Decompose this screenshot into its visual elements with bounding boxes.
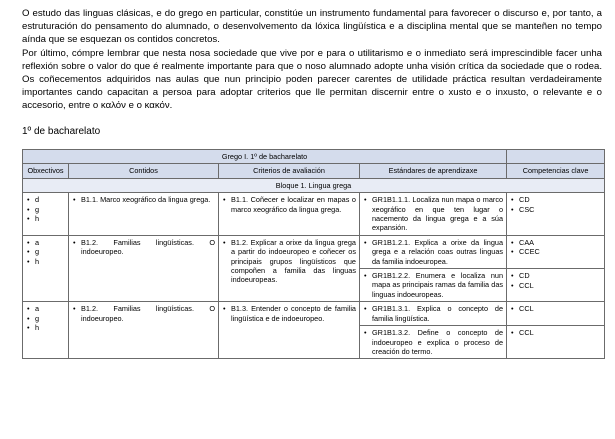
standard-item: • GR1B1.3.2. Define o concepto de indoeuropeo e explica o proceso de creación do termo. xyxy=(372,328,503,356)
header-criteria: Criterios de avaliación xyxy=(219,164,360,178)
competence-cell xyxy=(507,235,605,268)
criterion-item: • B1.2. Explicar a orixe da lingua grega a partir do indoeuropeo e coñecer os principais grupos lingüísticos que compoñen a familia das linguas indoeuropeas. xyxy=(231,238,356,285)
course-heading: 1º de bacharelato xyxy=(22,126,101,137)
content-item: • B1.2. Familias lingüísticas. O indoeuropeo. xyxy=(81,238,215,257)
standard-item: • GR1B1.2.1. Explica a orixe da lingua grega e a relación coas outras linguas da familia indoeuropea. xyxy=(372,238,503,266)
objective-item: • h xyxy=(35,214,65,224)
intro-paragraph-2: Por último, cómpre lembrar que nesta nosa sociedade que vive por e para o utilitarismo e o inmediato será imprescindible facer unha reflexión sobre o valor do que é realmente importante para que o noso alumnado adopte unha visión crítica da sociedade que o rodea. Os coñecementos adquiridos nas aulas que nun principio poden parecer carentes de utilidade práctica resultan verdadeiramente importantes cando capacitan a persoa para adoptar criterios que lle permitan discernir entre o xusto e o inxusto, o relevante e o accesorio, entre o καλόν e o κακόν. xyxy=(22,47,602,112)
standard-item: • GR1B1.2.2. Enumera e localiza nun mapa as principais ramas da familia das linguas indoeuropeas. xyxy=(372,271,503,299)
block-heading: Bloque 1. Lingua grega xyxy=(23,178,605,192)
competence-item: • CSC xyxy=(519,205,601,215)
content-item: • B1.1. Marco xeográfico da lingua grega. xyxy=(81,195,215,204)
objective-item: • h xyxy=(35,257,65,267)
standard-item: • GR1B1.3.1. Explica o concepto de familia lingüística. xyxy=(372,304,503,323)
criterion-cell xyxy=(219,193,360,236)
objective-item: • d xyxy=(35,195,65,205)
standard-cell xyxy=(360,235,507,268)
content-item: • B1.2. Familias lingüísticas. O indoeuropeo. xyxy=(81,304,215,323)
content-cell xyxy=(69,235,219,301)
content-cell xyxy=(69,302,219,359)
competence-cell xyxy=(507,302,605,326)
competence-item: • CCL xyxy=(519,304,601,314)
standard-cell xyxy=(360,269,507,302)
competence-item: • CD xyxy=(519,195,601,205)
standard-item: • GR1B1.1.1. Localiza nun mapa o marco xeográfico en que ten lugar o nacemento da lingua grega e a súa expansión. xyxy=(372,195,503,233)
objectives-cell xyxy=(23,193,69,236)
objective-item: • h xyxy=(35,323,65,333)
header-standards: Estándares de aprendizaxe xyxy=(360,164,507,178)
competence-cell xyxy=(507,326,605,359)
table-row xyxy=(23,302,605,326)
objective-item: • g xyxy=(35,314,65,324)
content-cell xyxy=(69,193,219,236)
competence-cell xyxy=(507,269,605,302)
header-competences: Competencias clave xyxy=(507,164,605,178)
objectives-cell xyxy=(23,235,69,301)
objective-item: • g xyxy=(35,247,65,257)
criterion-cell xyxy=(219,302,360,359)
competence-item: • CAA xyxy=(519,238,601,248)
header-contents: Contidos xyxy=(69,164,219,178)
header-objectives: Obxectivos xyxy=(23,164,69,178)
objective-item: • g xyxy=(35,205,65,215)
standard-cell xyxy=(360,326,507,359)
table-title: Grego I. 1º de bacharelato xyxy=(23,150,507,164)
objective-item: • a xyxy=(35,238,65,248)
competence-item: • CCL xyxy=(519,328,601,338)
standard-cell xyxy=(360,302,507,326)
curriculum-table xyxy=(22,149,605,359)
criterion-cell xyxy=(219,235,360,301)
standard-cell xyxy=(360,193,507,236)
criterion-item: • B1.3. Entender o concepto de familia lingüística e de indoeuropeo. xyxy=(231,304,356,323)
intro-paragraph-1: O estudo das linguas clásicas, e do grego en particular, constitúe un instrumento fundamental para favorecer o discurso e, por tanto, a estruturación do pensamento do alumnado, o desenvolvemento da lóxica lingüística e a disciplina mental que se manteñen no tempo aínda que se esquezan os contidos concretos. xyxy=(22,8,602,46)
criterion-item: • B1.1. Coñecer e localizar en mapas o marco xeográfico da lingua grega. xyxy=(231,195,356,214)
intro-text xyxy=(22,7,602,113)
competence-cell xyxy=(507,193,605,236)
competence-item: • CCL xyxy=(519,281,601,291)
objective-item: • a xyxy=(35,304,65,314)
table-title-spacer xyxy=(507,150,605,164)
table-row xyxy=(23,235,605,268)
table-row xyxy=(23,193,605,236)
competence-item: • CD xyxy=(519,271,601,281)
competence-item: • CCEC xyxy=(519,247,601,257)
objectives-cell xyxy=(23,302,69,359)
